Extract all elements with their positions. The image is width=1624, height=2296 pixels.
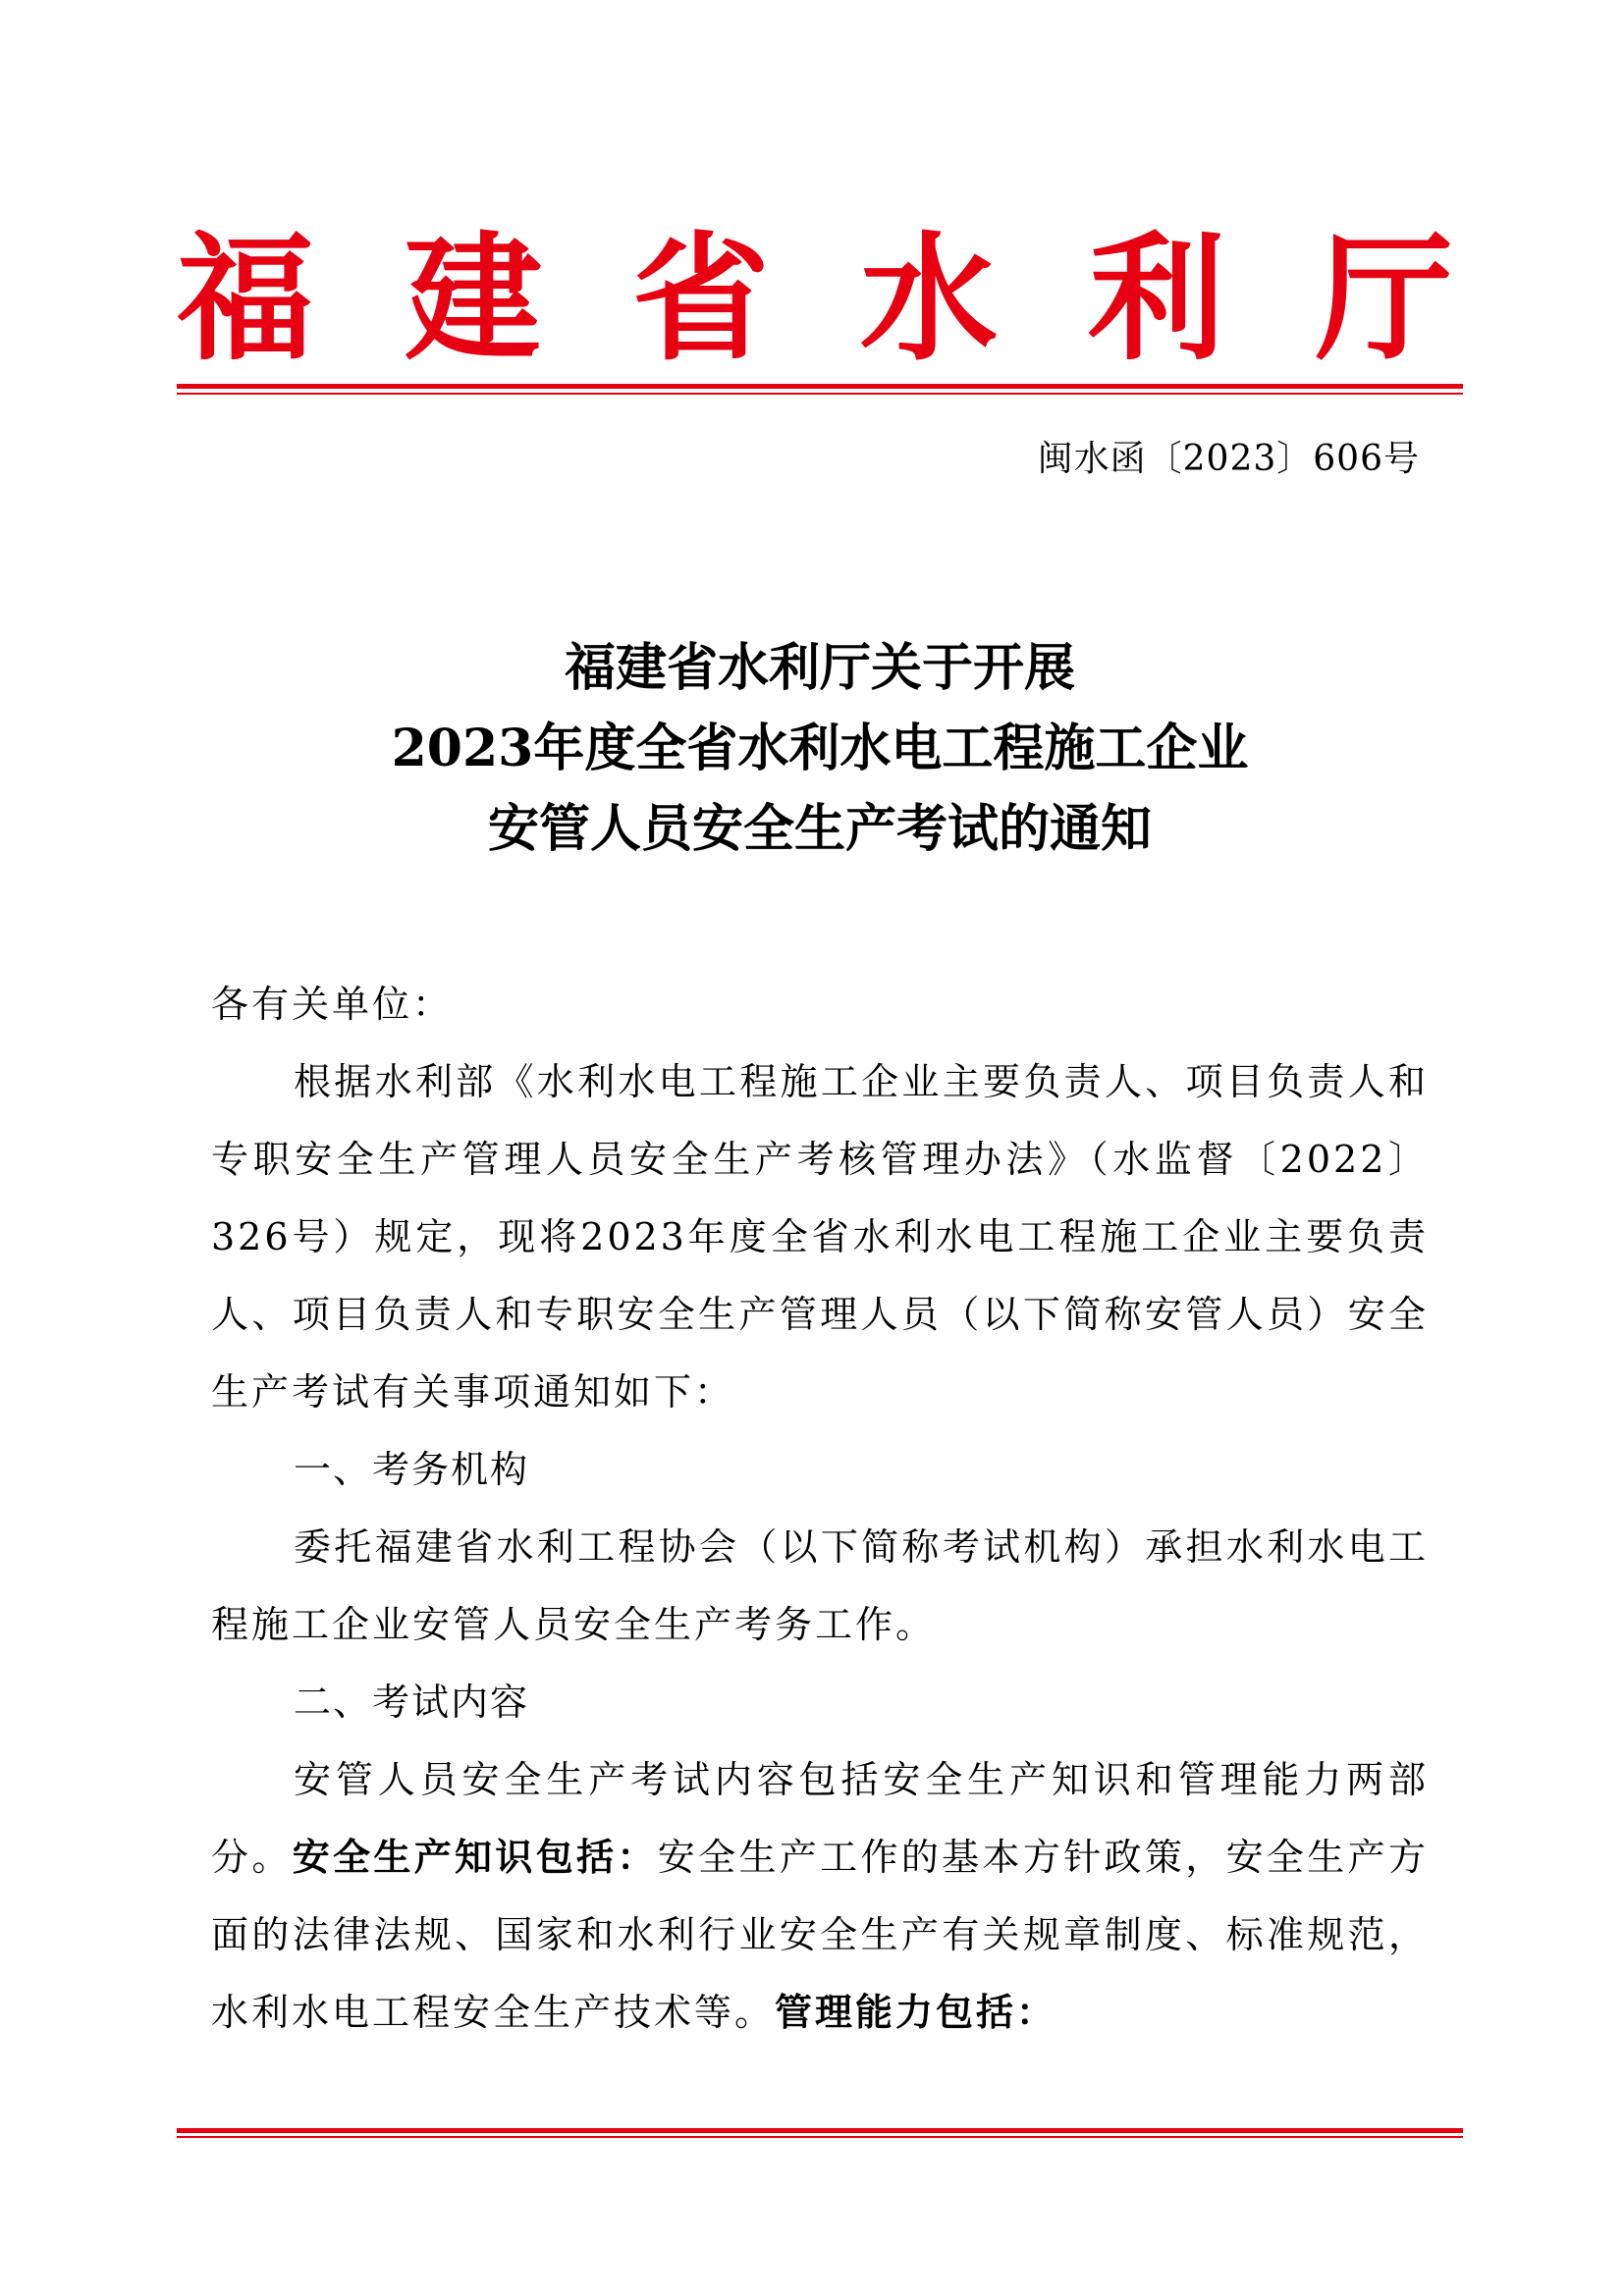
section-2-paragraph [211,1741,1429,2052]
document-title [177,628,1463,870]
issuer-header [177,216,1453,383]
issuer-char: 省 [631,219,770,380]
footer-rule-thin [177,2136,1463,2138]
issuer-char: 建 [404,219,542,380]
title-line-1: 福建省水利厅关于开展 [564,638,1075,698]
issuer-char: 水 [859,219,998,380]
section-2-bold-knowledge: 安全生产知识包括： [292,1836,658,1879]
issuer-char: 厅 [1315,219,1453,380]
section-2-text-part1: 安管人员安全生产考试内容包括安全生产知识和管理能力两部分。 [211,1758,1429,1879]
header-rule-thick [177,384,1463,389]
section-2-heading: 二、考试内容 [294,1681,530,1724]
document-body [211,966,1429,2052]
header-rule-thin [177,393,1463,395]
title-line-3: 安管人员安全生产考试的通知 [487,799,1152,859]
title-line-2: 2023年度全省水利水电工程施工企业 [391,719,1249,778]
issuer-char: 利 [1087,219,1225,380]
section-1-heading: 一、考务机构 [294,1448,530,1491]
section-1-paragraph: 委托福建省水利工程协会（以下简称考试机构）承担水利水电工程施工企业安管人员安全生产考务工作。 [211,1525,1429,1646]
footer-rule-thick [177,2128,1463,2133]
section-2-bold-ability: 管理能力包括： [775,1991,1057,2034]
salutation: 各有关单位： [211,983,454,1026]
intro-paragraph: 根据水利部《水利水电工程施工企业主要负责人、项目负责人和专职安全生产管理人员安全生产考核管理办法》（水监督〔2022〕326号）规定，现将2023年度全省水利水电工程施工企业主要负责人、项目负责人和专职安全生产管理人员（以下简称安管人员）安全生产考试有关事项通知如下： [211,1060,1429,1414]
document-number: 闽水函〔2023〕606号 [1037,439,1420,479]
section-2-text-part2: 安全生产工作的基本方针政策，安全生产方面的法律法规、国家和水利行业安全生产有关规章制度、标准规范，水利水电工程安全生产技术等。 [211,1836,1429,2034]
issuer-char: 福 [177,219,315,380]
